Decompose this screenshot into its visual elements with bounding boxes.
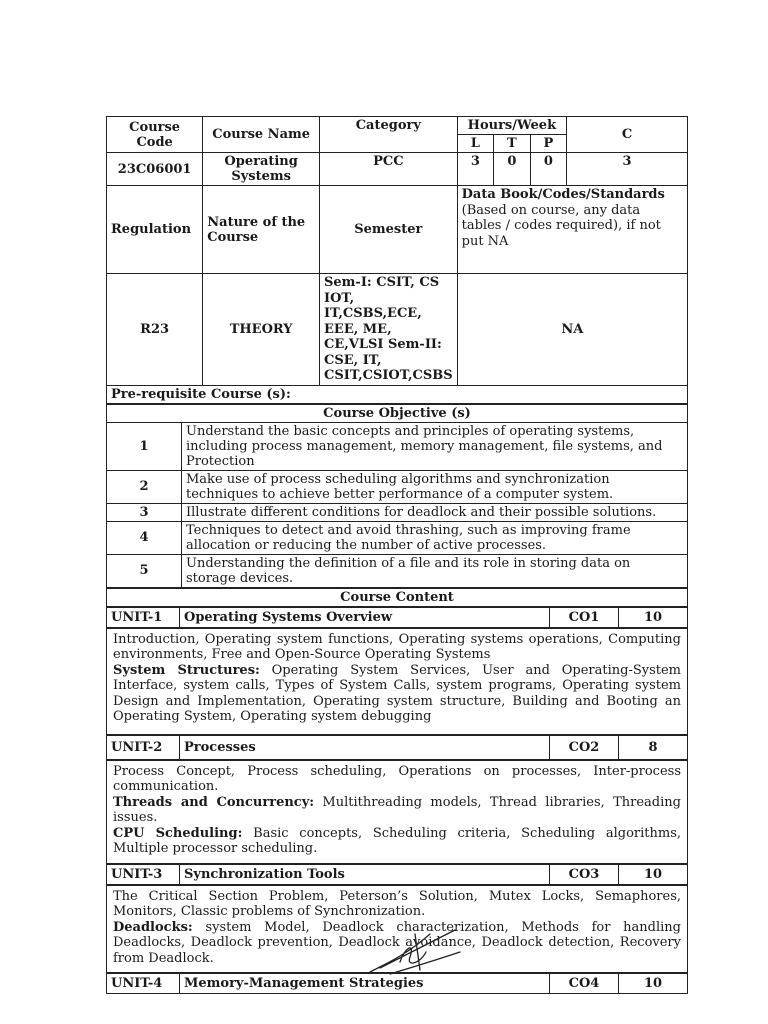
- unit-number: UNIT-2: [107, 735, 180, 759]
- category-value: PCC: [320, 153, 458, 186]
- semester-label: Semester: [320, 186, 458, 274]
- databook-label: Data Book/Codes/Standards: [461, 187, 665, 202]
- objective-row: [107, 503, 688, 521]
- unit-header: [106, 864, 688, 885]
- unit-title: Operating Systems Overview: [180, 607, 550, 627]
- objective-text: Techniques to detect and avoid thrashing, such as improving frame allocation or reducing the number of active processes.: [182, 521, 688, 554]
- unit-header: [106, 735, 688, 760]
- credits-value: 3: [567, 153, 688, 186]
- unit-content-heading: System Structures:: [113, 662, 260, 678]
- unit-content: [106, 760, 688, 864]
- prerequisite-label: Pre-requisite Course (s):: [107, 385, 688, 403]
- category-label: Category: [320, 117, 458, 153]
- practical-label: P: [530, 135, 567, 153]
- objective-number: 5: [107, 554, 182, 587]
- unit-content-text: Introduction, Operating system functions, Operating systems operations, Computing environments, Free and Open-Source Operating Systems: [113, 631, 681, 662]
- credits-label: C: [567, 117, 688, 153]
- objective-row: [107, 554, 688, 587]
- unit-number: UNIT-1: [107, 607, 180, 627]
- nature-value: THEORY: [203, 274, 320, 386]
- course-objectives-table: [106, 404, 688, 588]
- unit-content-text: Basic concepts, Scheduling criteria, Scheduling algorithms, Multiple processor scheduling.: [113, 825, 681, 856]
- hours-week-label: Hours/Week: [457, 117, 567, 135]
- unit-content-heading: CPU Scheduling:: [113, 825, 243, 841]
- objective-number: 3: [107, 503, 182, 521]
- unit-course-outcome: CO2: [550, 735, 619, 759]
- unit-content: [106, 628, 688, 735]
- tutorial-value: 0: [494, 153, 531, 186]
- unit-course-outcome: CO1: [550, 607, 619, 627]
- unit-content-text: Process Concept, Process scheduling, Operations on processes, Inter-process communication.: [113, 763, 681, 794]
- unit-content-heading: Deadlocks:: [113, 919, 193, 935]
- course-info-table: [106, 116, 688, 404]
- objective-row: [107, 470, 688, 503]
- semester-value: Sem-I: CSIT, CS IOT, IT,CSBS,ECE, EEE, ME, CE,VLSI Sem-II: CSE, IT, CSIT,CSIOT,CSBS: [320, 274, 458, 386]
- unit-header: [106, 607, 688, 628]
- course-code-label: Course Code: [107, 117, 203, 153]
- objective-text: Understand the basic concepts and principles of operating systems, including process management, memory management, file systems, and Protection: [182, 422, 688, 470]
- objective-text: Understanding the definition of a file and its role in storing data on storage devices.: [182, 554, 688, 587]
- unit-title: Memory-Management Strategies: [180, 974, 550, 994]
- objective-number: 2: [107, 470, 182, 503]
- unit-hours: 10: [619, 607, 688, 627]
- unit-content-heading: Threads and Concurrency:: [113, 794, 315, 810]
- course-name-value: Operating Systems: [203, 153, 320, 186]
- lecture-label: L: [457, 135, 494, 153]
- unit-title: Synchronization Tools: [180, 864, 550, 884]
- unit-content-text: The Critical Section Problem, Peterson’s Solution, Mutex Locks, Semaphores, Monitors, Classic problems of Synchronization.: [113, 888, 681, 919]
- unit-content-text: Operating System Services, User and Operating-System Interface, system calls, Types of System Calls, system programs, Operating system Design and Implementation, Operating system structure, Building and Booting an Operating System, Operating system debugging: [113, 662, 681, 724]
- practical-value: 0: [530, 153, 567, 186]
- course-objectives-title: Course Objective (s): [107, 404, 688, 422]
- objective-text: Make use of process scheduling algorithms and synchronization techniques to achieve better performance of a computer system.: [182, 470, 688, 503]
- unit-course-outcome: CO4: [550, 974, 619, 994]
- course-content-title: Course Content: [107, 588, 688, 606]
- tutorial-label: T: [494, 135, 531, 153]
- course-code-value: 23C06001: [107, 153, 203, 186]
- unit-hours: 8: [619, 735, 688, 759]
- lecture-value: 3: [457, 153, 494, 186]
- unit-hours: 10: [619, 864, 688, 884]
- signature-mark: [360, 922, 470, 982]
- unit-title: Processes: [180, 735, 550, 759]
- objective-number: 4: [107, 521, 182, 554]
- unit-number: UNIT-3: [107, 864, 180, 884]
- course-content-table: [106, 588, 688, 607]
- unit-course-outcome: CO3: [550, 864, 619, 884]
- regulation-value: R23: [107, 274, 203, 386]
- objective-number: 1: [107, 422, 182, 470]
- databook-note: (Based on course, any data tables / codes required), if not put NA: [461, 202, 661, 249]
- databook-value: NA: [457, 274, 687, 386]
- unit-hours: 10: [619, 974, 688, 994]
- course-name-label: Course Name: [203, 117, 320, 153]
- regulation-label: Regulation: [107, 186, 203, 274]
- syllabus-document: [106, 116, 688, 994]
- objective-row: [107, 521, 688, 554]
- nature-label: Nature of the Course: [203, 186, 320, 274]
- unit-content-text: Multithreading models, Thread libraries, Threading issues.: [113, 794, 681, 825]
- objective-text: Illustrate different conditions for deadlock and their possible solutions.: [182, 503, 688, 521]
- unit-number: UNIT-4: [107, 974, 180, 994]
- objective-row: [107, 422, 688, 470]
- unit-content-text: system Model, Deadlock characterization, Methods for handling Deadlocks, Deadlock prevention, Deadlock avoidance, Deadlock detection, Recovery from Deadlock.: [113, 919, 681, 966]
